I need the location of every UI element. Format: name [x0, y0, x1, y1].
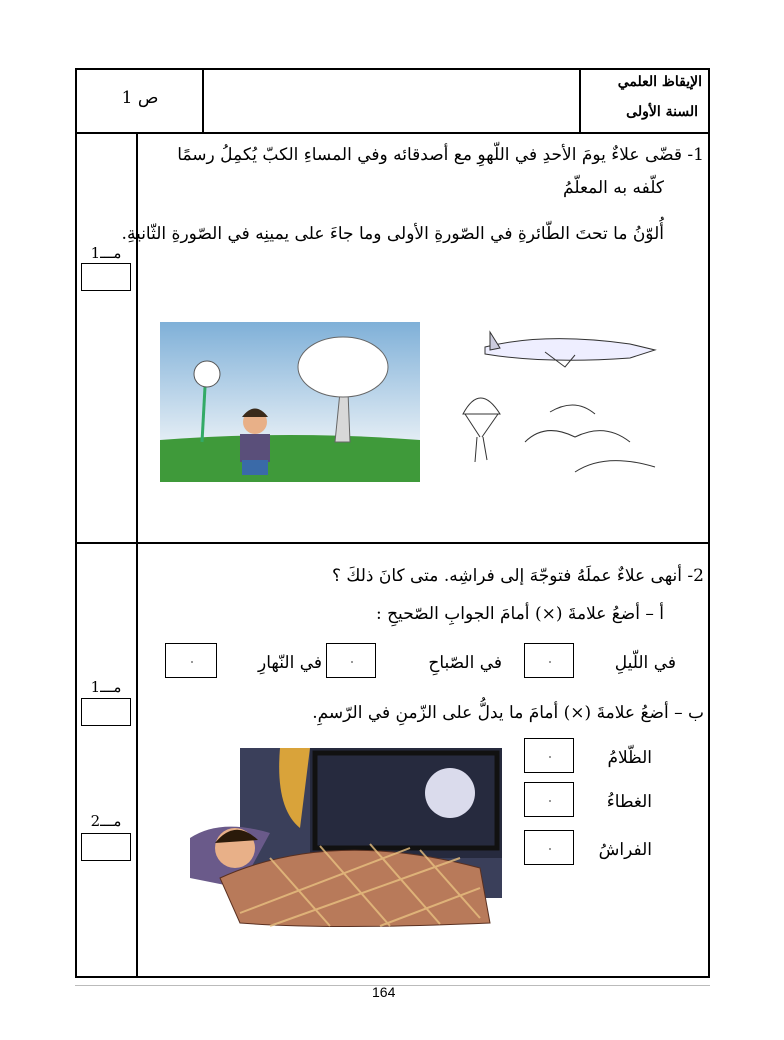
table-border-left: [75, 68, 77, 978]
q2-question: 2- أنهى علاءٌ عملَهُ فتوجّهَ إلى فراشِه. متى كانَ ذلكَ ؟: [331, 566, 704, 586]
q2-part-b-instruction: ب – أضعُ علامةَ (×) أمامَ ما يدلُّ على الزّمنِ في الرّسمِ.: [312, 703, 704, 723]
option-blanket-checkbox[interactable]: [524, 782, 574, 817]
option-blanket-label: الغطاءُ: [606, 792, 652, 812]
option-bed-label: الفراشُ: [598, 840, 652, 860]
q1-line1: 1- قضّى علاءٌ يومَ الأحدِ في اللّهوِ مع أصدقائه وفي المساءِ الكبّ يُكمِلُ رسمًا: [177, 145, 704, 165]
q2-score2-label: مـــ2: [90, 812, 122, 830]
option-day-checkbox[interactable]: [165, 643, 217, 678]
q1-score-label: مـــ1: [90, 244, 122, 262]
table-border-right: [708, 68, 710, 978]
boy-sleeping-picture: [180, 748, 502, 930]
option-darkness-checkbox[interactable]: [524, 738, 574, 773]
option-morning-checkbox[interactable]: [326, 643, 376, 678]
boy-park-picture: [160, 322, 420, 487]
option-morning-label: في الصّباحِ: [428, 653, 502, 673]
header-col-divider: [579, 68, 581, 133]
option-darkness-label: الظّلامُ: [607, 748, 652, 768]
section-divider: [75, 542, 710, 544]
table-border-top: [75, 68, 710, 70]
grade-label: السنة الأولى: [626, 104, 698, 120]
table-border-bottom: [75, 976, 710, 978]
option-bed-checkbox[interactable]: [524, 830, 574, 865]
score-column-divider: [136, 132, 138, 978]
q1-line2: كلّفه به المعلّمُ: [563, 178, 664, 198]
q2-score2-box[interactable]: [81, 833, 131, 861]
option-day-label: في النّهارِ: [258, 653, 322, 673]
header-col-divider: [202, 68, 204, 133]
q2-part-a-instruction: أ – أضعُ علامةَ (×) أمامَ الجوابِ الصّحيحِ :: [375, 604, 664, 624]
page-number: 164: [372, 984, 396, 1000]
subject-title: الإيقاظ العلمي: [617, 74, 702, 90]
header-divider: [75, 132, 710, 134]
option-night-checkbox[interactable]: [524, 643, 574, 678]
q2-score1-label: مـــ1: [90, 678, 122, 696]
q1-score-box[interactable]: [81, 263, 131, 291]
q2-score1-box[interactable]: [81, 698, 131, 726]
airplane-parachute-picture: [455, 322, 670, 487]
page-label: ص 1: [121, 88, 159, 108]
option-night-label: في اللّيلِ: [614, 653, 676, 673]
q1-instruction: أُلوّنُ ما تحتَ الطّائرةِ في الصّورةِ الأولى وما جاءَ على يمينِه في الصّورةِ الثّانيةِ.: [121, 224, 664, 244]
